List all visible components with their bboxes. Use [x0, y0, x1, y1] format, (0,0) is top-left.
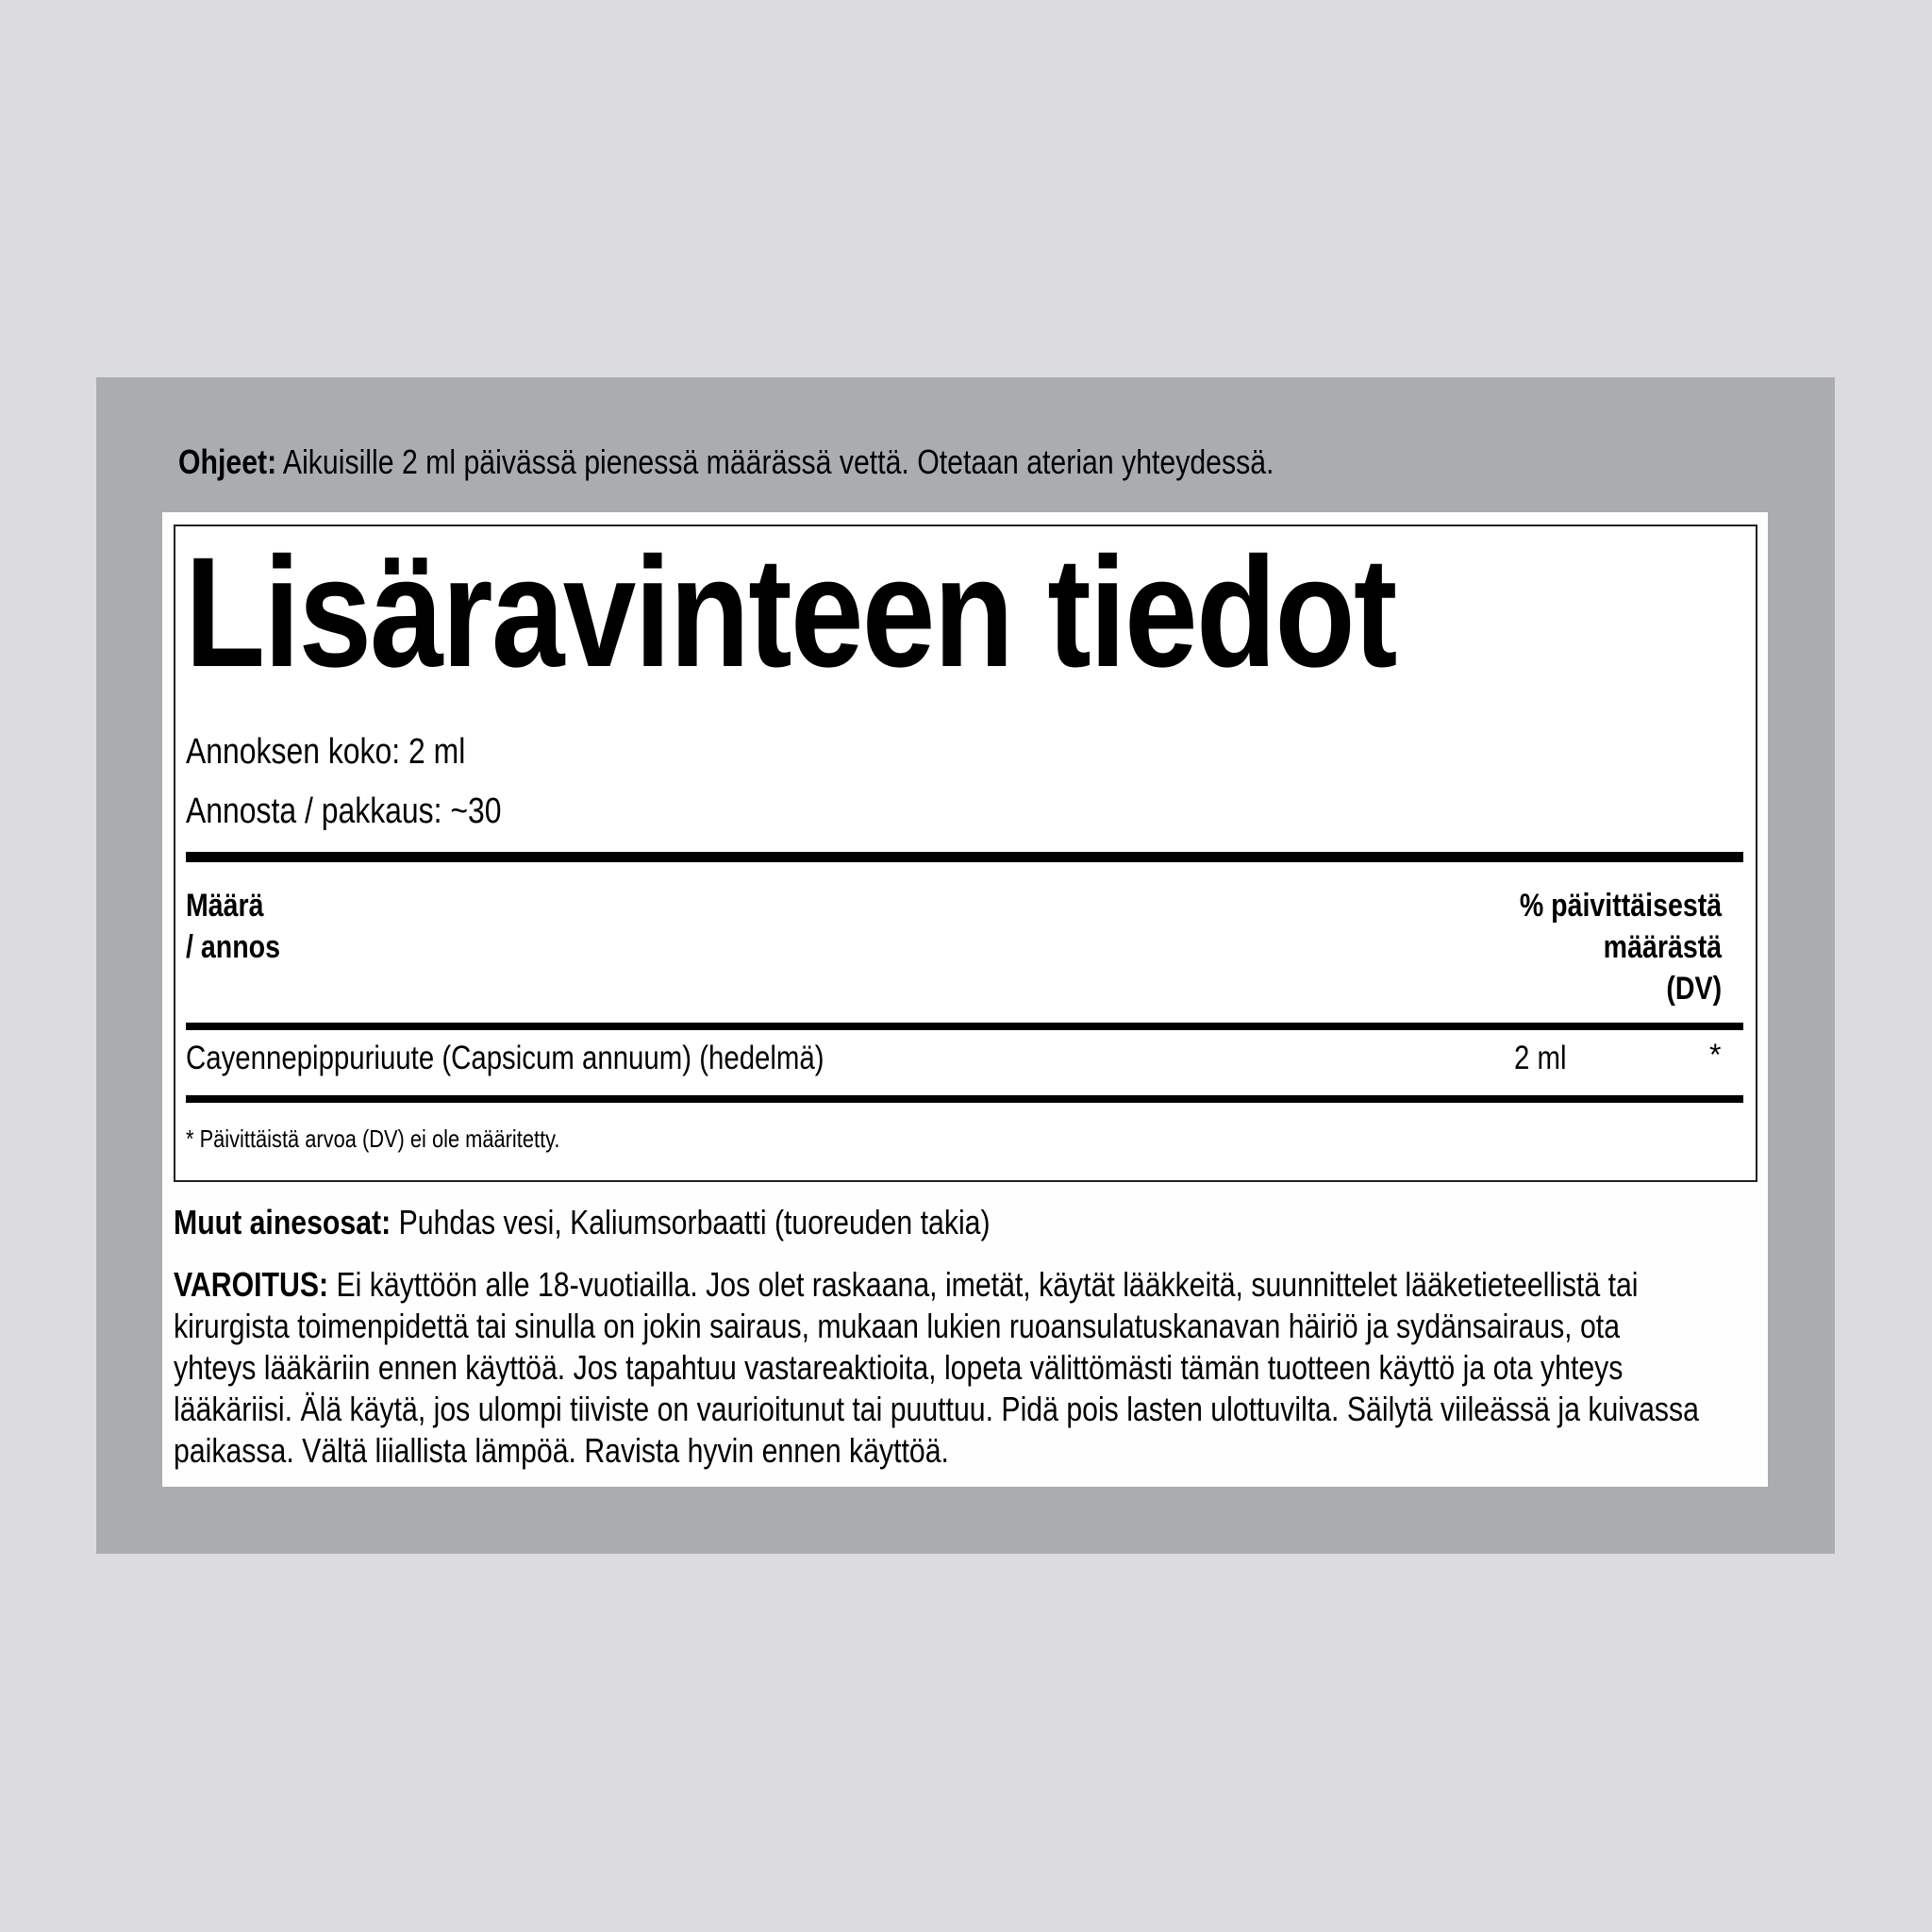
header-amount-line2: / annos [186, 929, 280, 965]
warning-line: kirurgista toimenpidettä tai sinulla on jokin sairaus, mukaan lukien ruoansulatuskanavan häiriö ja sydänsairaus, ota [174, 1307, 1621, 1345]
other-ingredients-text: Puhdas vesi, Kaliumsorbaatti (tuoreuden takia) [391, 1203, 991, 1241]
warning-line [174, 1264, 1699, 1306]
warning-text: Ei käyttöön alle 18-vuotiailla. Jos olet raskaana, imetät, käytät lääkkeitä, suunnittelet lääketieteellistä tai [328, 1265, 1639, 1304]
header-dv [1520, 885, 1722, 1009]
other-ingredients-label: Muut ainesosat: [174, 1203, 391, 1241]
divider [186, 1095, 1743, 1103]
header-dv-line3: (DV) [1666, 971, 1722, 1007]
directions-label: Ohjeet: [178, 442, 277, 481]
ingredient-dv: * [1709, 1038, 1722, 1072]
ingredient-amount: 2 ml [1514, 1040, 1567, 1076]
warning-line: lääkäriisi. Älä käytä, jos ulompi tiiviste on vaurioitunut tai puuttuu. Pidä pois lasten ulottuvilta. Säilytä viileässä ja kuivassa [174, 1390, 1699, 1428]
servings-per-container: Annosta / pakkaus: ~30 [186, 791, 502, 831]
serving-size: Annoksen koko: 2 ml [186, 732, 466, 772]
header-amount [186, 885, 280, 968]
warning-line: yhteys lääkäriin ennen käyttöä. Jos tapahtuu vastareaktioita, lopeta välittömästi tämän tuotteen käyttö ja ota yhteys [174, 1348, 1624, 1387]
thick-divider [186, 852, 1743, 862]
divider [186, 1023, 1743, 1030]
other-ingredients [174, 1202, 991, 1243]
warning [174, 1264, 1699, 1472]
header-dv-line1: % päivittäisestä [1519, 888, 1722, 924]
warning-label: VAROITUS: [174, 1265, 329, 1304]
facts-title: Lisäravinteen tiedot [185, 525, 1396, 700]
directions [178, 441, 1274, 483]
directions-text: Aikuisille 2 ml päivässä pienessä määrässä vettä. Otetaan aterian yhteydessä. [276, 442, 1274, 481]
ingredient-name: Cayennepippuriuute (Capsicum annuum) (hedelmä) [186, 1040, 824, 1076]
header-dv-line2: määrästä [1603, 929, 1722, 965]
header-amount-line1: Määrä [186, 888, 264, 924]
footnote: * Päivittäistä arvoa (DV) ei ole määritetty. [186, 1124, 560, 1153]
warning-line: paikassa. Vältä liiallista lämpöä. Ravista hyvin ennen käyttöä. [174, 1431, 949, 1470]
